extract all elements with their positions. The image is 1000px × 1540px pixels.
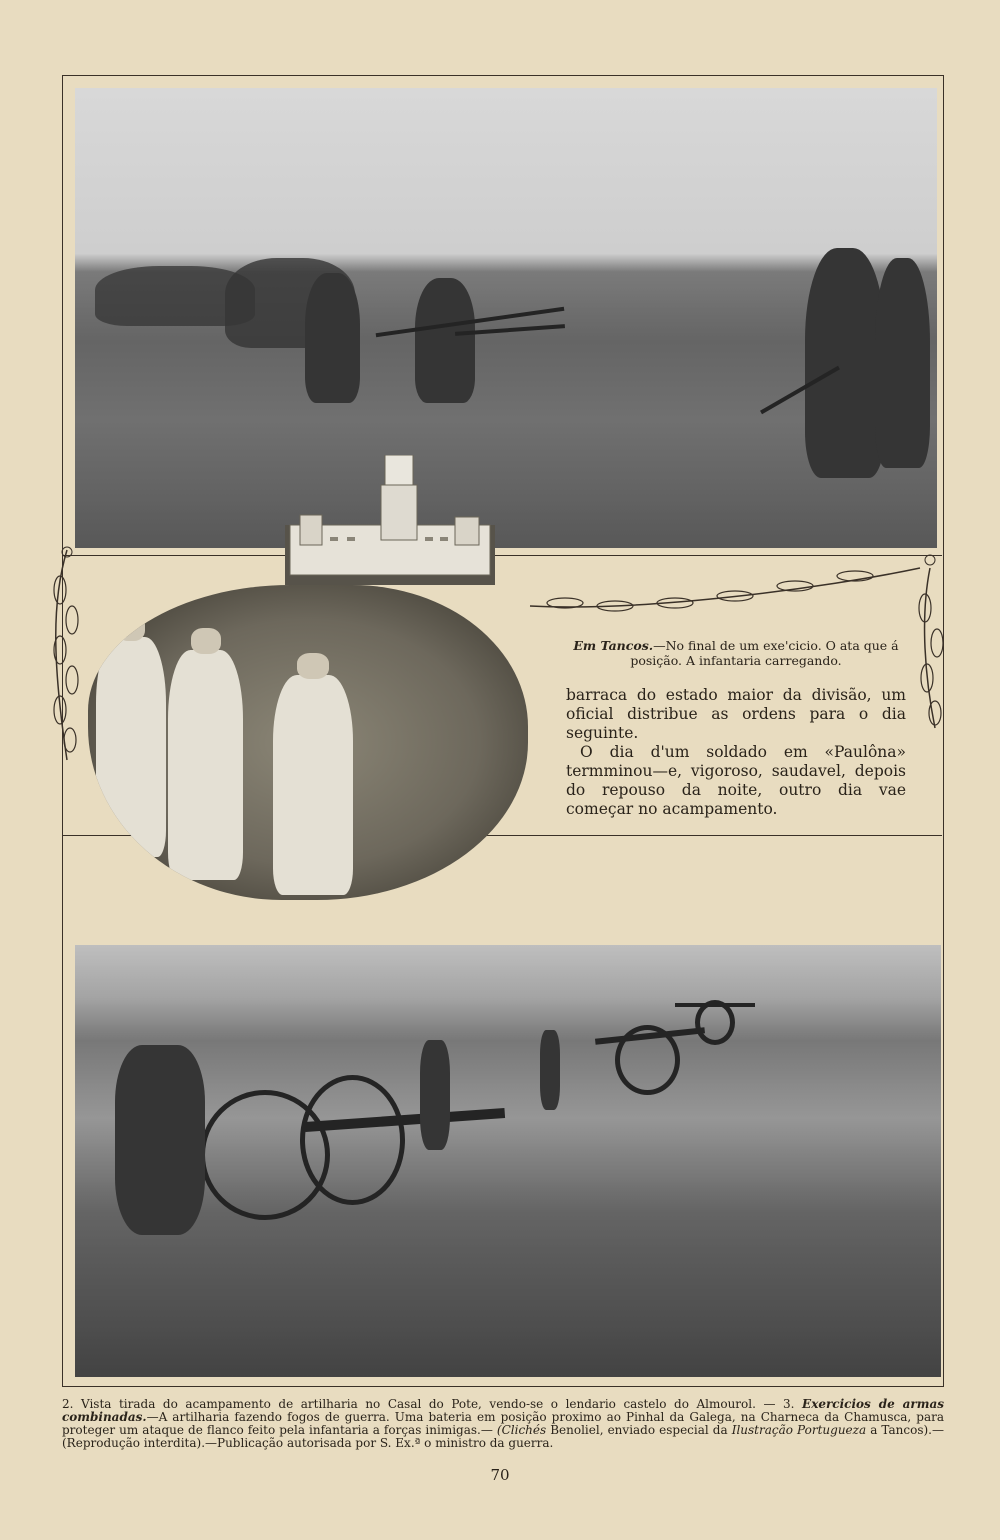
artillery-battery-photo <box>75 945 941 1377</box>
garland-left-ornament <box>42 540 92 770</box>
castle-almourol-image <box>285 455 495 585</box>
caption-part-2: —A artilharia fazendo fogos de guerra. Uma bateria em posição proximo ao Pinhal da Galega, na Charneca da Chamusca, para proteger um ataque de flanco feito pela infantaria a forças inimigas.— <box>62 1410 944 1437</box>
caption-place: Em Tancos. <box>573 638 654 653</box>
caption-part-4: a Tancos).—(Reprodução interdita).—Publicação autorisada por S. Ex.ª o ministro da guerra. <box>62 1423 944 1450</box>
caption-bold-title: Exercicios de armas combinadas. <box>62 1397 944 1424</box>
infantry-charge-photo <box>75 88 937 548</box>
article-paragraph-2: O dia d'um soldado em «Paulôna» termminou—e, vigoroso, saudavel, depois do repouso da noite, outro dia vae começar no acampamento. <box>566 743 906 818</box>
photo-caption-tancos <box>566 638 906 668</box>
caption-italic-2: Ilustração Portugueza <box>731 1423 867 1437</box>
article-paragraph-1: barraca do estado maior da divisão, um oficial distribue as ordens para o dia seguinte. <box>566 686 906 742</box>
caption-text: —No final de um exe'cicio. O ata que á posição. A infantaria carregando. <box>630 638 899 668</box>
page-number: 70 <box>490 1466 510 1484</box>
officers-vignette-photo <box>88 585 528 900</box>
caption-part-3: Benoliel, enviado especial da <box>550 1423 728 1437</box>
article-text <box>566 686 906 819</box>
caption-italic-1: (Clichés <box>496 1423 547 1437</box>
caption-part-1: 2. Vista tirada do acampamento de artilharia no Casal do Pote, vendo-se o lendario castelo do Almourol. — 3. <box>62 1397 795 1411</box>
bottom-caption <box>62 1398 944 1450</box>
